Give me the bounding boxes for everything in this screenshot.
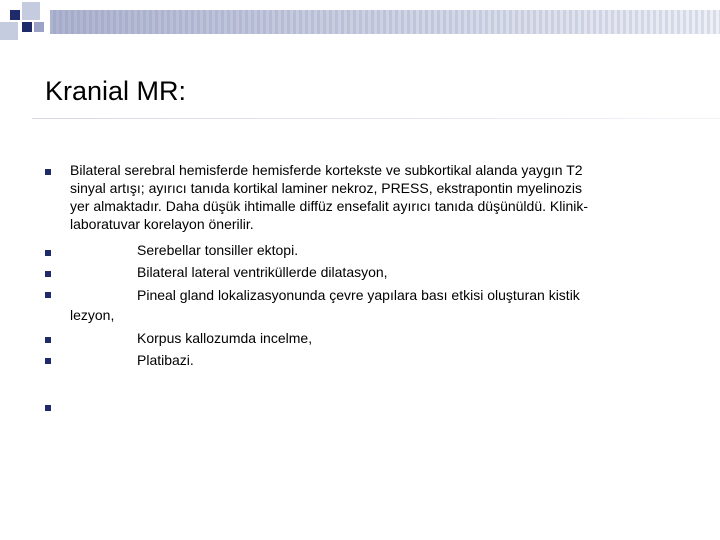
- list-item: Platibazi.: [137, 352, 194, 368]
- bullet-icon: [45, 358, 51, 364]
- bullet-icon: [45, 169, 51, 175]
- bullet-icon: [45, 250, 51, 256]
- body-text-line: Serebellar tonsiller ektopi.: [137, 242, 299, 258]
- body-text-line: sinyal artışı; ayırıcı tanıda kortikal laminer nekroz, PRESS, ekstrapontin myelinozis: [70, 180, 582, 196]
- deco-square: [10, 10, 20, 20]
- bullet-icon: [45, 271, 51, 277]
- deco-square: [22, 2, 40, 20]
- deco-square: [22, 22, 32, 32]
- bullet-icon: [45, 405, 51, 411]
- title-divider: [32, 118, 720, 119]
- body-text-line: Bilateral serebral hemisferde hemisferde kortekste ve subkortikal alanda yaygın T2: [70, 162, 583, 178]
- list-item: lezyon,: [70, 307, 115, 323]
- deco-square: [0, 22, 18, 40]
- decorative-top-bar: [50, 10, 720, 34]
- bullet-icon: [45, 337, 51, 343]
- list-item: Korpus kallozumda incelme,: [137, 330, 313, 346]
- slide-title: Kranial MR:: [45, 76, 187, 106]
- body-text-line: laboratuvar korelayon önerilir.: [70, 216, 254, 232]
- body-text-line: yer almaktadır. Daha düşük ihtimalle diffüz ensefalit ayırıcı tanıda düşünüldü. Klinik-: [70, 198, 589, 214]
- bullet-icon: [45, 292, 51, 298]
- list-item: Bilateral lateral ventriküllerde dilatasyon,: [137, 264, 388, 280]
- deco-square: [34, 22, 44, 32]
- list-item: Pineal gland lokalizasyonunda çevre yapılara bası etkisi oluşturan kistik: [137, 287, 580, 303]
